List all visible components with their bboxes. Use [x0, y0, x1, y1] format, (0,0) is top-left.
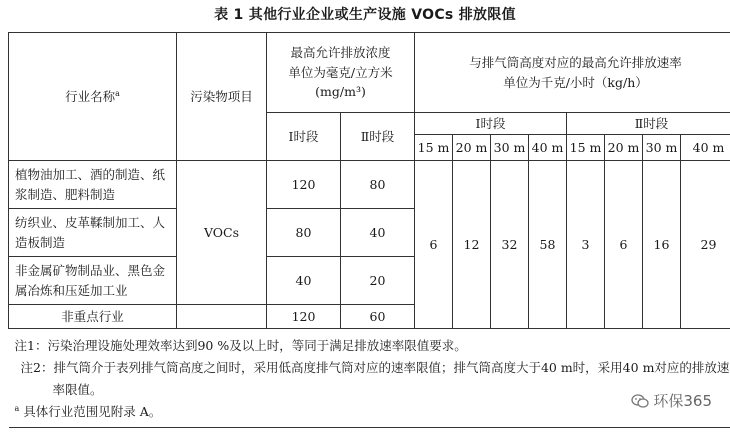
rate-cell: 58 [529, 161, 567, 329]
industry-cell: 纺织业、皮革鞣制加工、人造板制造 [9, 209, 177, 257]
conc-cell: 80 [341, 161, 415, 209]
conc-cell: 120 [267, 161, 341, 209]
rate-cell: 32 [491, 161, 529, 329]
rate-cell: 6 [605, 161, 643, 329]
note-1: 注1：污染治理设施处理效率达到90 %及以上时，等同于满足排放速率限值要求。 [14, 338, 467, 353]
height-cell: 40 m [681, 135, 730, 161]
conc-cell: 40 [267, 257, 341, 305]
header-rate-period2: Ⅱ时段 [567, 113, 730, 135]
height-cell: 20 m [453, 135, 491, 161]
header-rate: 与排气筒高度对应的最高允许排放速率 单位为千克/小时（kg/h） [415, 33, 730, 113]
watermark-text: 环保365 [653, 392, 712, 410]
pollutant-cell: VOCs [177, 161, 267, 305]
height-cell: 15 m [567, 135, 605, 161]
conc-cell: 20 [341, 257, 415, 305]
rate-cell: 16 [643, 161, 681, 329]
note-2: 注2：排气筒介于表列排气筒高度之间时，采用低高度排气筒对应的速率限值；排气筒高度大于40 m时，采用40 m对应的排放速率限值。 [20, 359, 730, 397]
conc-cell: 60 [341, 305, 415, 329]
header-rate-period1: Ⅰ时段 [415, 113, 567, 135]
header-conc-period1: Ⅰ时段 [267, 113, 341, 161]
table-title: 表 1 其他行业企业或生产设施 VOCs 排放限值 [214, 7, 516, 23]
notes [9, 329, 730, 428]
height-cell: 20 m [605, 135, 643, 161]
rate-cell: 6 [415, 161, 453, 329]
notes-row [9, 329, 730, 428]
height-cell: 30 m [491, 135, 529, 161]
industry-cell: 植物油加工、酒的制造、纸浆制造、肥料制造 [9, 161, 177, 209]
rate-cell: 29 [681, 161, 730, 329]
emission-limits-table [8, 32, 730, 428]
conc-cell: 120 [267, 305, 341, 329]
industry-cell: 非金属矿物制品业、黑色金属冶炼和压延加工业 [9, 257, 177, 305]
height-cell: 40 m [529, 135, 567, 161]
height-cell: 15 m [415, 135, 453, 161]
height-cell: 30 m [643, 135, 681, 161]
table-row [9, 161, 730, 209]
header-pollutant: 污染物项目 [177, 33, 267, 161]
conc-cell: 80 [267, 209, 341, 257]
wechat-icon [631, 393, 649, 409]
pollutant-cell-empty [177, 305, 267, 329]
watermark [631, 390, 712, 411]
rate-cell: 12 [453, 161, 491, 329]
header-concentration: 最高允许排放浓度 单位为毫克/立方米 (mg/m³) [267, 33, 415, 113]
header-conc-period2: Ⅱ时段 [341, 113, 415, 161]
industry-cell: 非重点行业 [9, 305, 177, 329]
rate-cell: 3 [567, 161, 605, 329]
conc-cell: 40 [341, 209, 415, 257]
note-3: $^a$ 具体行业范围见附录 A。 [14, 403, 162, 419]
header-industry: 行业名称$^a$ [9, 33, 177, 161]
